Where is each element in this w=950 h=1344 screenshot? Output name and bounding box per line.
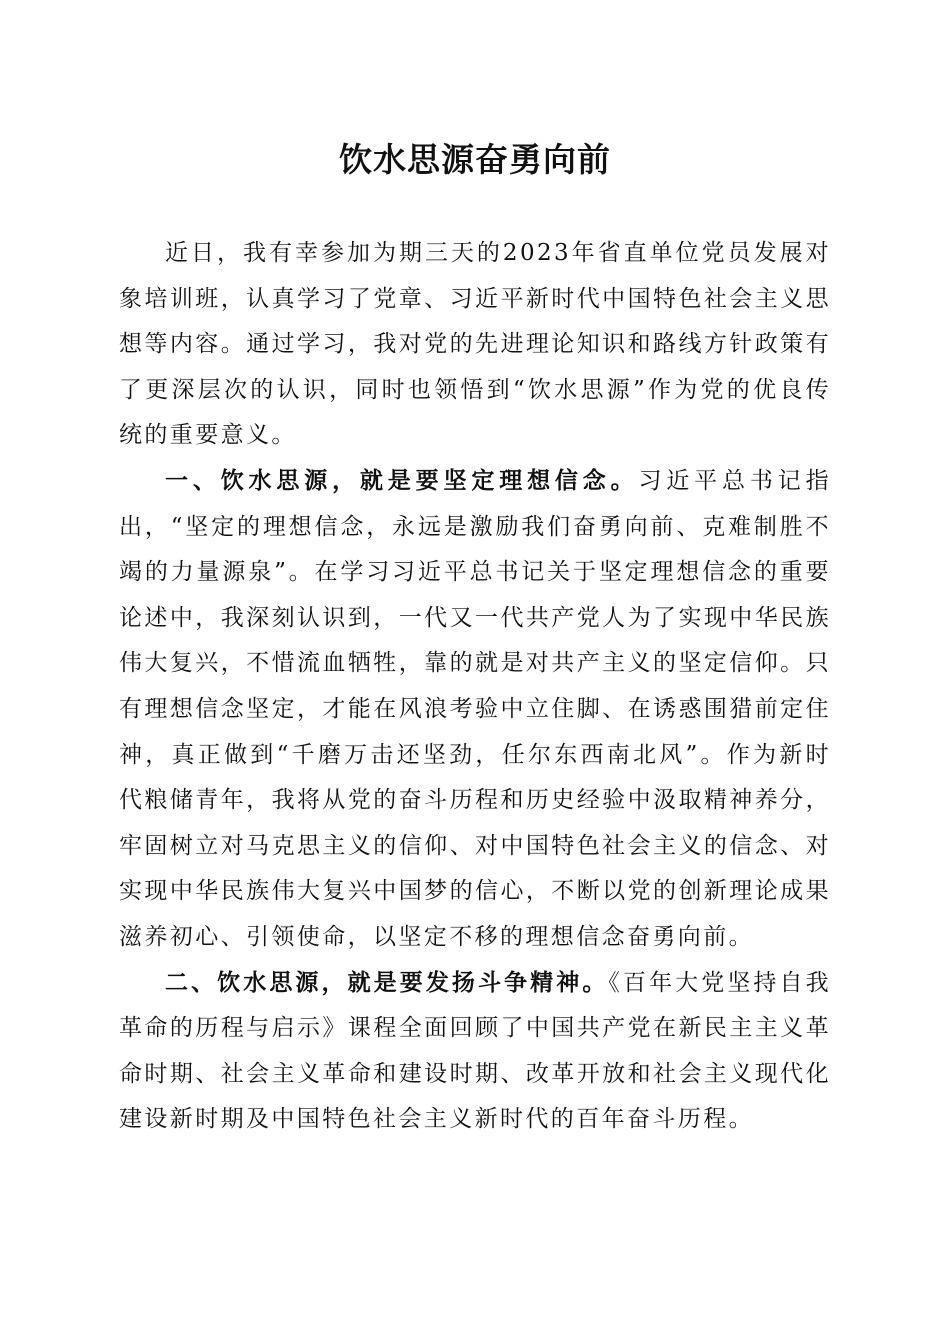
paragraph-text: 习近平总书记指出，“坚定的理想信念，永远是激励我们奋勇向前、克难制胜不竭的力量源泉”。在学习习近平总书记关于坚定理想信念的重要论述中，我深刻认识到，一代又一代共产党人为了实现中华民族伟大复兴，不惜流血牺牲，靠的就是对共产主义的坚定信仰。只有理想信念坚定，才能在风浪考验中立住脚、在诱惑围猎前定住神，真正做到“千磨万击还坚劲，任尔东西南北风”。作为新时代粮储青年，我将从党的奋斗历程和历史经验中汲取精神养分，牢固树立对马克思主义的信仰、对中国特色社会主义的信念、对实现中华民族伟大复兴中国梦的信心，不断以党的创新理论成果滋养初心、引领使命，以坚定不移的理想信念奋勇向前。 bbox=[119, 467, 831, 950]
section-heading: 一、饮水思源，就是要坚定理想信念。 bbox=[165, 467, 639, 494]
paragraph-ideals bbox=[119, 459, 831, 961]
paragraph-text: 近日，我有幸参加为期三天的2023年省直单位党员发展对象培训班，认真学习了党章、习近平新时代中国特色社会主义思想等内容。通过学习，我对党的先进理论知识和路线方针政策有了更深层次的认识，同时也领悟到“饮水思源”作为党的优良传统的重要意义。 bbox=[119, 240, 831, 449]
paragraph-text: 《百年大党坚持自我革命的历程与启示》课程全面回顾了中国共产党在新民主主义革命时期、社会主义革命和建设时期、改革开放和社会主义现代化建设新时期及中国特色社会主义新时代的百年奋斗历程。 bbox=[119, 969, 831, 1133]
document-title: 饮水思源奋勇向前 bbox=[339, 140, 611, 179]
section-heading: 二、饮水思源，就是要发扬斗争精神。 bbox=[165, 969, 609, 996]
paragraph-struggle bbox=[119, 961, 831, 1143]
paragraph-intro bbox=[119, 231, 831, 459]
document-body bbox=[119, 231, 831, 1143]
